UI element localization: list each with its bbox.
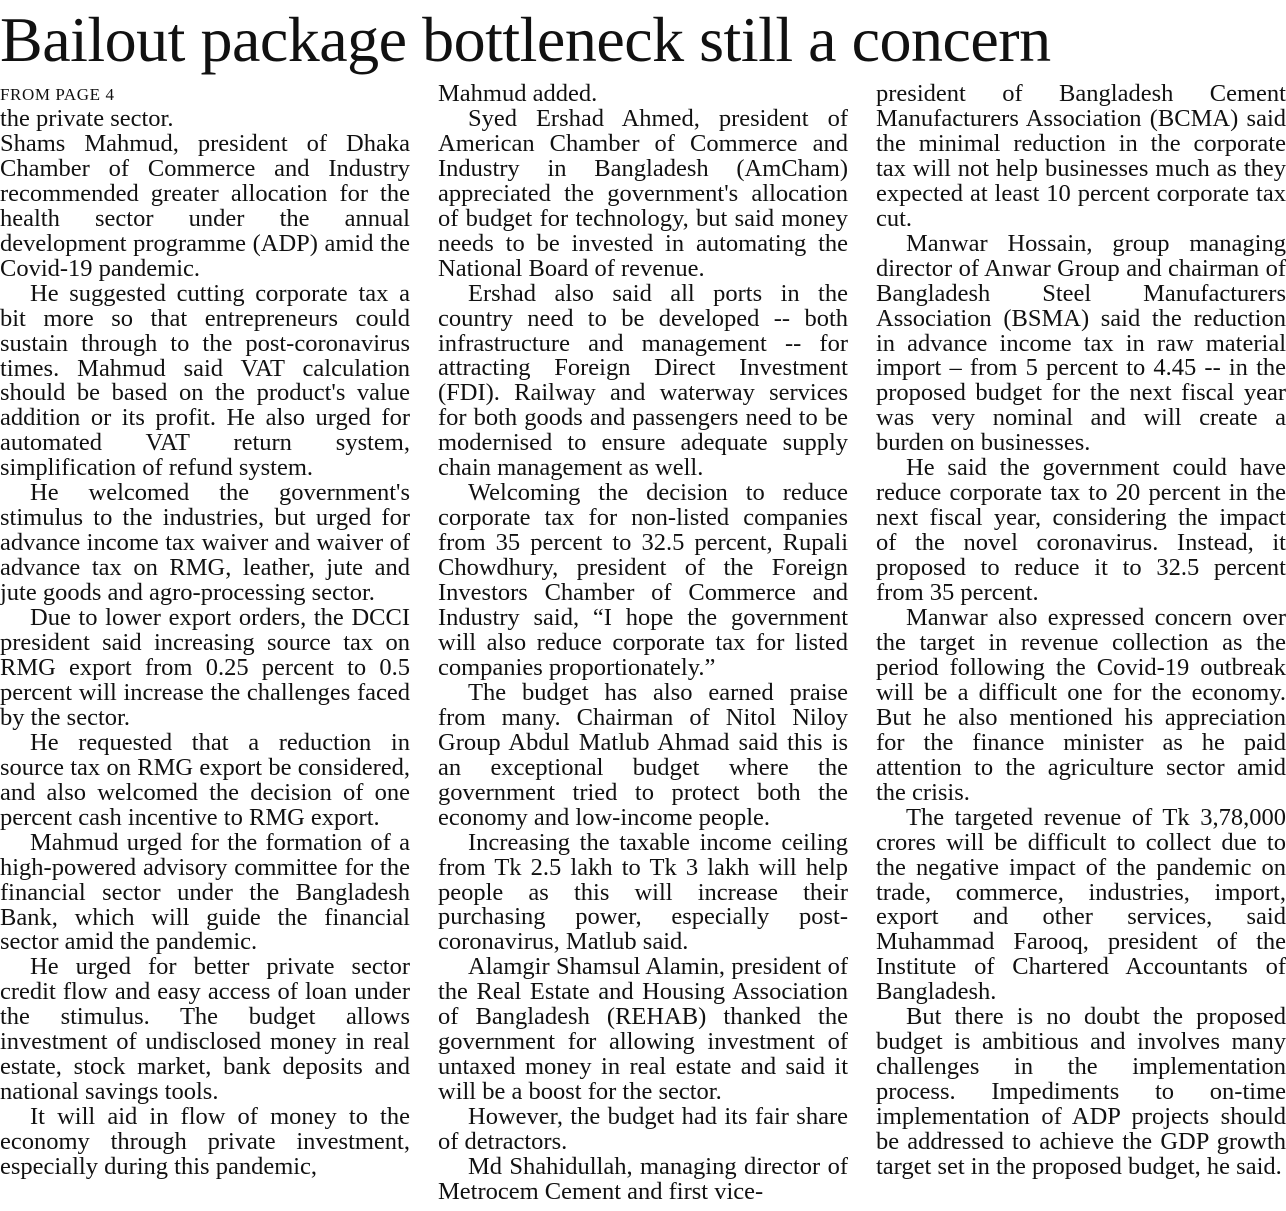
article-paragraph: But there is no doubt the proposed budget is ambitious and involves many challenges in the implementation process. Impediments to on-time implementation of ADP projects should be addressed to achieve the GDP growth target set in the proposed budget, he said. <box>876 1003 1286 1180</box>
article-paragraph: Increasing the taxable income ceiling from Tk 2.5 lakh to Tk 3 lakh will help people as this will increase their purchasing power, especially post-coronavirus, Matlub said. <box>438 828 848 956</box>
article-paragraph: He requested that a reduction in source tax on RMG export be considered, and also welcomed the decision of one percent cash incentive to RMG export. <box>0 728 410 831</box>
article-paragraph: He urged for better private sector credit flow and easy access of loan under the stimulus. The budget allows investment of undisclosed money in real estate, stock market, bank deposits and national savings tools. <box>0 953 410 1106</box>
article-paragraph: president of Bangladesh Cement Manufacturers Association (BCMA) said the minimal reduction in the corporate tax will not help businesses much as they expected at least 10 percent corporate tax cut. <box>876 82 1286 232</box>
article-paragraph: Mahmud added. <box>438 82 598 107</box>
article-paragraph: Welcoming the decision to reduce corporate tax for non-listed companies from 35 percent to 32.5 percent, Rupali Chowdhury, president of the Foreign Investors Chamber of Commerce and Industry said, “I hope the government will also reduce corporate tax for listed companies proportionately.” <box>438 479 848 681</box>
article-headline: Bailout package bottleneck still a concern <box>0 4 1051 75</box>
article-column-3 <box>876 82 1286 1207</box>
article-paragraph: He said the government could have reduce corporate tax to 20 percent in the next fiscal year, considering the impact of the novel coronavirus. Instead, it proposed to reduce it to 32.5 percent from 35 percent. <box>876 454 1286 607</box>
article-paragraph: Md Shahidullah, managing director of Metrocem Cement and first vice- <box>438 1152 848 1205</box>
article-paragraph: The targeted revenue of Tk 3,78,000 crores will be difficult to collect due to the negative impact of the pandemic on trade, commerce, industries, import, export and other services, said Muhammad Farooq, president of the Institute of Chartered Accountants of Bangladesh. <box>876 803 1286 1006</box>
article-paragraph: Syed Ershad Ahmed, president of American Chamber of Commerce and Industry in Bangladesh (AmCham) appreciated the government's allocation of budget for technology, but said money needs to be invested in automating the National Board of revenue. <box>438 104 848 282</box>
article-paragraph: Mahmud urged for the formation of a high-powered advisory committee for the financial sector under the Bangladesh Bank, which will guide the financial sector amid the pandemic. <box>0 828 410 956</box>
article-paragraph: Ershad also said all ports in the country need to be developed -- both infrastructure and management -- for attracting Foreign Direct Investment (FDI). Railway and waterway services for both goods and passengers need to be modernised to ensure adequate supply chain management as well. <box>438 279 848 482</box>
article-paragraph: Shams Mahmud, president of Dhaka Chamber of Commerce and Industry recommended greater allocation for the health sector under the annual development programme (ADP) amid the Covid-19 pandemic. <box>0 129 410 282</box>
article-paragraph: Alamgir Shamsul Alamin, president of the Real Estate and Housing Association of Bangladesh (REHAB) thanked the government for allowing investment of untaxed money in real estate and said it will be a boost for the sector. <box>438 953 848 1106</box>
article-paragraph: Manwar also expressed concern over the target in revenue collection as the period following the Covid-19 outbreak will be a difficult one for the economy. But he also mentioned his appreciation for the finance minister as he paid attention to the agriculture sector amid the crisis. <box>876 604 1286 806</box>
article-column-1 <box>0 82 410 1207</box>
article-paragraph: It will aid in flow of money to the economy through private investment, especially during this pandemic, <box>0 1103 410 1181</box>
jump-line: FROM PAGE 4 <box>0 85 115 104</box>
article-paragraph: He suggested cutting corporate tax a bit more so that entrepreneurs could sustain through to the post-coronavirus times. Mahmud said VAT calculation should be based on the product's value addition or its profit. He also urged for automated VAT return system, simplification of refund system. <box>0 279 410 482</box>
article-paragraph: He welcomed the government's stimulus to the industries, but urged for advance income tax waiver and waiver of advance tax on RMG, leather, jute and jute goods and agro-processing sector. <box>0 479 410 607</box>
article-paragraph: Due to lower export orders, the DCCI president said increasing source tax on RMG export from 0.25 percent to 0.5 percent will increase the challenges faced by the sector. <box>0 604 410 731</box>
article-paragraph: However, the budget had its fair share of detractors. <box>438 1103 848 1156</box>
article-paragraph: The budget has also earned praise from many. Chairman of Nitol Niloy Group Abdul Matlub Ahmad said this is an exceptional budget where the government tried to protect both the economy and low-income people. <box>438 678 848 831</box>
article-column-2 <box>438 82 848 1207</box>
article-paragraph: the private sector. <box>0 105 174 132</box>
article-paragraph: Manwar Hossain, group managing director of Anwar Group and chairman of Bangladesh Steel Manufacturers Association (BSMA) said the reduction in advance income tax in raw material import – from 5 percent to 4.45 -- in the proposed budget for the next fiscal year was very nominal and will create a burden on businesses. <box>876 229 1286 457</box>
